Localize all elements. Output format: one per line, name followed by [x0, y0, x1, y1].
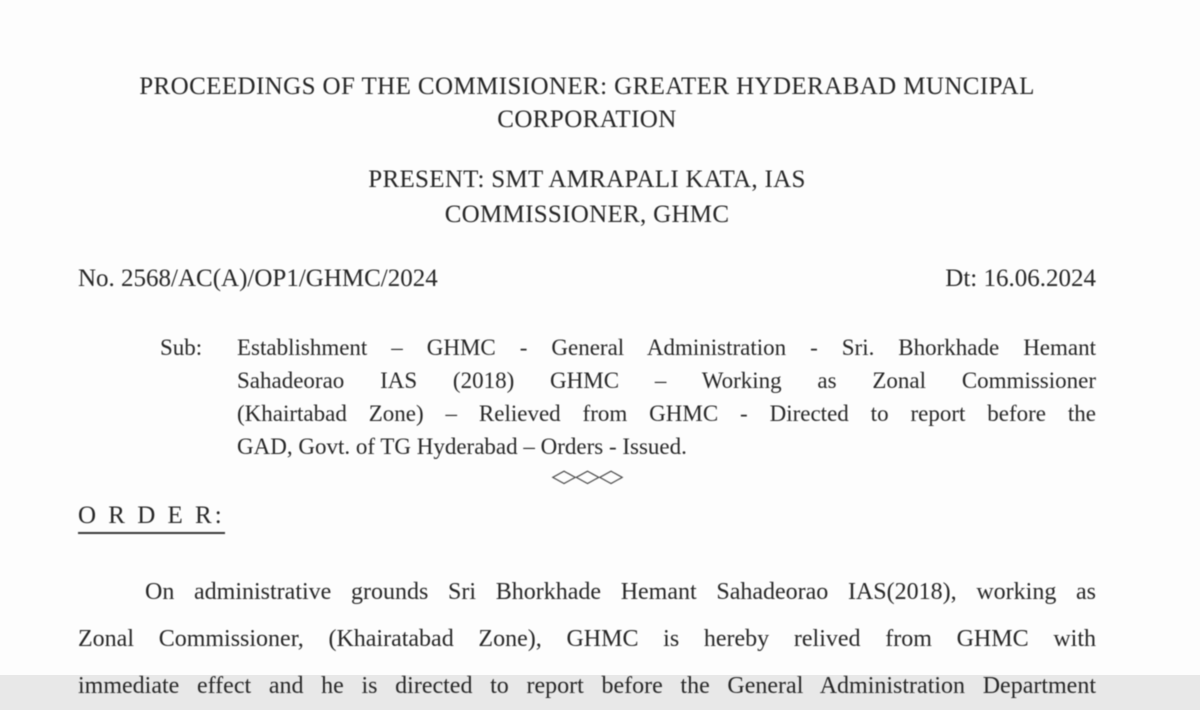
document-date: Dt: 16.06.2024 [945, 265, 1096, 292]
diamond-separator-glyphs: ◇◇◇ [551, 465, 623, 487]
document-title-line2: CORPORATION [497, 106, 677, 133]
subject-text [237, 331, 1096, 463]
diamond-separator [78, 464, 1096, 488]
reference-number: No. 2568/AC(A)/OP1/GHMC/2024 [78, 265, 438, 292]
order-body [78, 569, 1096, 710]
present-line1: PRESENT: SMT AMRAPALI KATA, IAS [368, 166, 806, 193]
document-title [78, 70, 1096, 136]
order-body-line3: immediate effect and he is directed to report before the General Administration Department [78, 673, 1096, 699]
order-body-line1: On administrative grounds Sri Bhorkhade Hemant Sahadeorao IAS(2018), working as [145, 579, 1096, 605]
present-line2: COMMISSIONER, GHMC [444, 201, 730, 228]
subject-line3: (Khairtabad Zone) – Relieved from GHMC - Directed to report before the [237, 401, 1096, 426]
order-heading-text: O R D E R: [78, 501, 225, 534]
subject-line2: Sahadeorao IAS (2018) GHMC – Working as Zonal Commissioner [237, 368, 1096, 393]
document-title-line1: PROCEEDINGS OF THE COMMISIONER: GREATER HYDERABAD MUNCIPAL [139, 73, 1035, 100]
reference-row [78, 262, 1096, 295]
order-heading [78, 501, 1096, 534]
subject-block [78, 331, 1096, 463]
present-block [78, 162, 1096, 232]
subject-line4: GAD, Govt. of TG Hyderabad – Orders - Issued. [237, 434, 687, 459]
subject-line1: Establishment – GHMC - General Administration - Sri. Bhorkhade Hemant [237, 335, 1096, 360]
subject-label: Sub: [160, 335, 203, 360]
order-body-line2: Zonal Commissioner, (Khairatabad Zone), GHMC is hereby relived from GHMC with [78, 626, 1096, 652]
